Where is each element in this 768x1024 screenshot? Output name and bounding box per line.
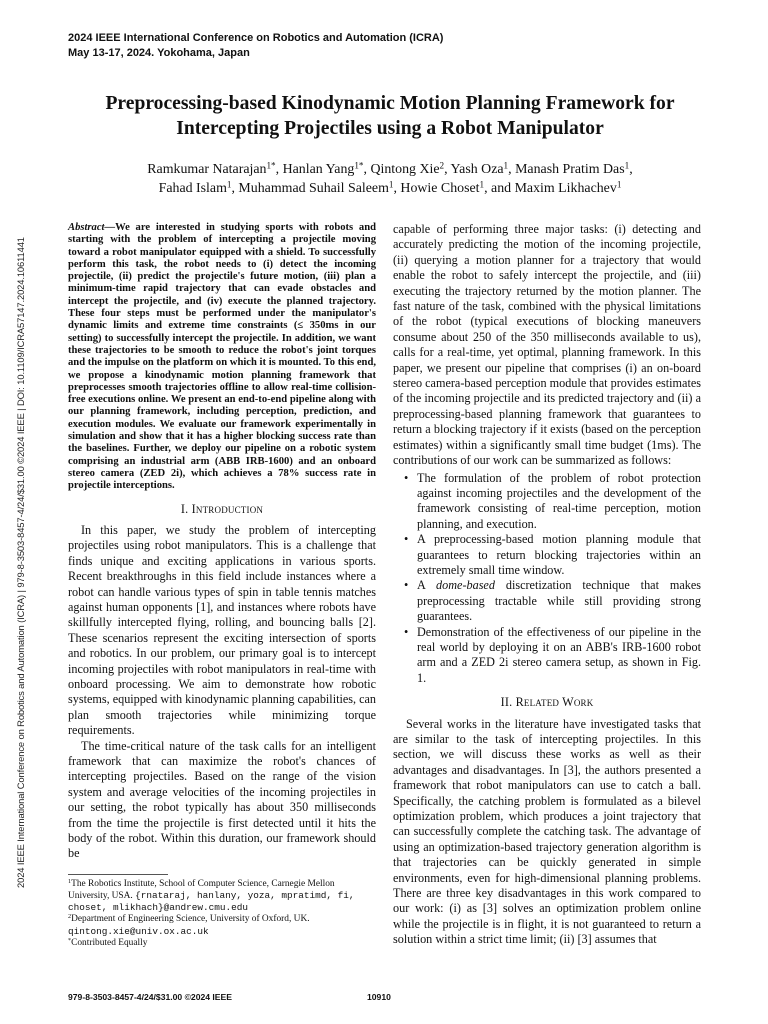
author-name: Muhammad Suhail Saleem [238,181,389,196]
right-column [393,222,701,948]
contribution-1: The formulation of the problem of robot protection against incoming projectiles and the development of the framework consisting of real-time perception, motion planning, and execution. [417,470,701,531]
author-name: Ramkumar Natarajan [147,162,267,177]
abstract-text: We are interested in studying sports with robots and starting with the problem of intercepting a projectile moving toward a robot manipulator equipped with a shield. To successfully perform this task, the robot needs to (i) detect the incoming projectile, (ii) predict the projectile's future motion, (iii) plan a minimum-time rapid trajectory that can evade obstacles and intercept the projectile, and (iv) execute the planned trajectory. These four steps must be performed under the manipulator's dynamic limits and extreme time constraints (≤ 350ms in our setting) to successfully intercept the projectile. In addition, we want these trajectories to be smooth to reduce the robot's joint torques and the impulse on the platform on which it is mounted. To this end, we propose a kinodynamic motion planning framework that preprocesses smooth trajectories offline to allow real-time collision-free executions online. We present an end-to-end pipeline along with our planning framework, including perception, prediction, and execution modules. We evaluate our framework experimentally in simulation and show that it has a higher blocking success rate than the baselines. Further, we deploy our pipeline on a robotic system comprising an industrial arm (ABB IRB-1600) and an onboard stereo camera (ZED 2i), which achieves a 78 [68,222,376,479]
conference-header [68,31,708,60]
related-work-paragraph: Several works in the literature have investigated tasks that are similar to the task of intercepting projectiles. In this section, we will discuss these works as well as their advantages and disadvantages. In [3], the authors presented a framework that robot manipulators can use to catch a ball. Specifically, the catching problem is formulated as a bilevel optimization problem, which produces a joint trajectory that can successfully complete the catching task. The advantage of using an optimization-based trajectory generation algorithm is that trajectories can be quickly generated in simple environments, even for high-dimensional planning problems. There are three key disadvantages in this work compared to our work: (i) as [3] solves an optimization problem online while the projectile is in flight, it is not guaranteed to return a solution within a strict time limit; (ii) [3] assumes that [393,716,701,947]
paper-title [60,92,720,141]
title-line-1: Preprocessing-based Kinodynamic Motion Planning Framework for [105,93,675,114]
contribution-4: Demonstration of the effectiveness of our pipeline in the real world by deploying it on an ABB's IRB-1600 robot arm and a ZED 2i stereo camera setup, as shown in Fig. 1. [417,624,701,685]
footnote-1-marker: 1 [68,877,72,885]
sidebar-doi-text: 2024 IEEE International Conference on Robotics and Automation (ICRA) | 979-8-3503-8457-4/24/$31.00 ©2024 IEEE | DOI: 10.1109/ICRA57147.2024.10611441 [15,237,26,888]
contribution-3-start: A [417,578,437,593]
conference-name: 2024 IEEE International Conference on Robotics and Automation (ICRA) [68,32,444,44]
author-name: Fahad Islam [158,181,227,196]
footnote-3-text: Contributed Equally [71,937,148,948]
bullet-icon: • [404,578,409,593]
bullet-icon: • [404,470,409,485]
bullet-icon: • [404,532,409,547]
author-name: Yash Oza [450,162,504,177]
author-name: Manash Pratim Das [515,162,625,177]
footnote-2-email: qintong.xie@univ.ox.ac.uk [68,925,209,937]
abstract [68,222,376,493]
author-affiliation-marker: 1 [479,179,485,190]
intro-paragraph-1: In this paper, we study the problem of intercepting projectiles using robot manipulators. This is a challenge that finds unique and exciting applications in various sports. Recent breakthroughs in this field include instances where a robot can handle various types of spin in table tennis matches against human opponents [1], and instances where robots have skillfully intercepted flying, rolling, and bouncing balls [2]. These scenarios represent the exciting intersection of sports and robotics. In our problem, our primary goal is to intercept incoming projectiles with robot manipulators in real-time with onboard processing. We aim to demonstrate how robotic systems, equipped with kinodynamic planning capabilities, can plan smooth trajectories while minimizing torque requirements. [68,522,377,738]
abstract-label: Abstract— [68,222,116,233]
footnote-divider [68,874,168,875]
author-name: Howie Choset [400,181,480,196]
conference-date-location: May 13-17, 2024. Yokohama, Japan [68,46,250,59]
footnote-2-text: Department of Engineering Science, University of Oxford, UK. [71,914,310,925]
section-heading-related-work: II. Related Work [500,695,594,710]
author-affiliation-marker: 1 [226,179,232,190]
footnote-2-marker: 2 [68,913,72,921]
author-affiliation-marker: 2 [439,160,445,171]
contribution-3-emphasis: dome-based [436,578,495,593]
title-line-2: Intercepting Projectiles using a Robot Manipulator [176,117,604,139]
author-name: Hanlan Yang [282,162,355,177]
author-name: Maxim Likhachev [514,181,617,196]
author-affiliation-marker: 1 [388,179,394,190]
intro-paragraph-2: The time-critical nature of the task calls for an intelligent framework that can maximize the robot's chances of intercepting projectiles. Based on the range of the vision system and average velocities of the incoming projectiles in our setting, the robot typically has about 350 milliseconds from the time the projectile is first detected until it hits the body of the robot. Within this duration, our framework should be [68,738,376,861]
footnote-2 [68,914,376,937]
author-affiliation-marker: 1 [503,160,509,171]
abstract-text-end: success rate in projectile interceptions. [68,467,377,492]
author-affiliation-marker: 1 [624,160,630,171]
contribution-2: A preprocessing-based motion planning module that guarantees to return blocking trajectories within an extremely small time window. [417,532,701,577]
list-item [393,578,701,624]
author-line-1: Ramkumar Natarajan$^{1*}$, Hanlan Yang$^{1*}$, Qintong Xie$^2$, Yash Oza$^1$, Manash Pratim Das$^1$, [147,160,633,177]
author-list [60,160,720,198]
author-name: Qintong Xie [370,162,440,177]
intro-paragraph-3: capable of performing three major tasks: (i) detecting and accurately predicting the motion of the incoming projectile, (ii) querying a motion planner for a trajectory that would enable the robot to safely intercept the projectile, and (iii) executing the trajectory returned by the motion planner. The fast nature of the task, combined with the physical limitations of the robot (typical executions of blocking maneuvers consume about 250 of the 350 milliseconds available to us), calls for a real-time, yet optimal, planning framework. In this paper, we present our pipeline that comprises (i) an on-board stereo camera-based perception module that provides estimates of the incoming projectile and its predicted trajectory and (ii) a preprocessing-based planning framework that guarantees to return a blocking trajectory if it exists (based on the perception estimates) within a significantly small time budget (1ms). The contributions of our work can be summarized as follows: [393,222,701,468]
author-affiliation-marker: 1 [616,179,622,190]
author-line-2: Fahad Islam$^1$, Muhammad Suhail Saleem$^1$, Howie Choset$^1$, and Maxim Likhachev$^1$ [158,179,622,196]
footnote-1-emails: {rnataraj, hanlany, yoza, mpratimd, fi, choset, mlikhach}@andrew.cmu.edu [68,890,355,914]
contribution-3-end: discretization technique that makes preprocessing tractable while still providing strong guarantees. [417,578,701,624]
author-affiliation-marker: 1* [266,160,276,171]
contribution-list [393,471,701,687]
abstract-percent-sign: % [288,467,300,479]
left-column [68,222,376,949]
footnote-1-text: The Robotics Institute, School of Computer Science, Carnegie Mellon University, USA. [68,878,335,902]
list-item [393,532,701,578]
page-number: 10910 [367,992,391,1002]
footer-isbn: 979-8-3503-8457-4/24/$31.00 ©2024 IEEE [68,992,233,1002]
list-item [393,625,701,687]
author-affiliation-marker: 1* [354,160,364,171]
footnote-3 [68,938,376,949]
footnote-1 [68,879,376,915]
bullet-icon: • [404,624,409,639]
list-item [393,471,701,533]
footnote-3-marker: * [68,936,72,944]
section-heading-introduction: I. Introduction [180,501,264,516]
